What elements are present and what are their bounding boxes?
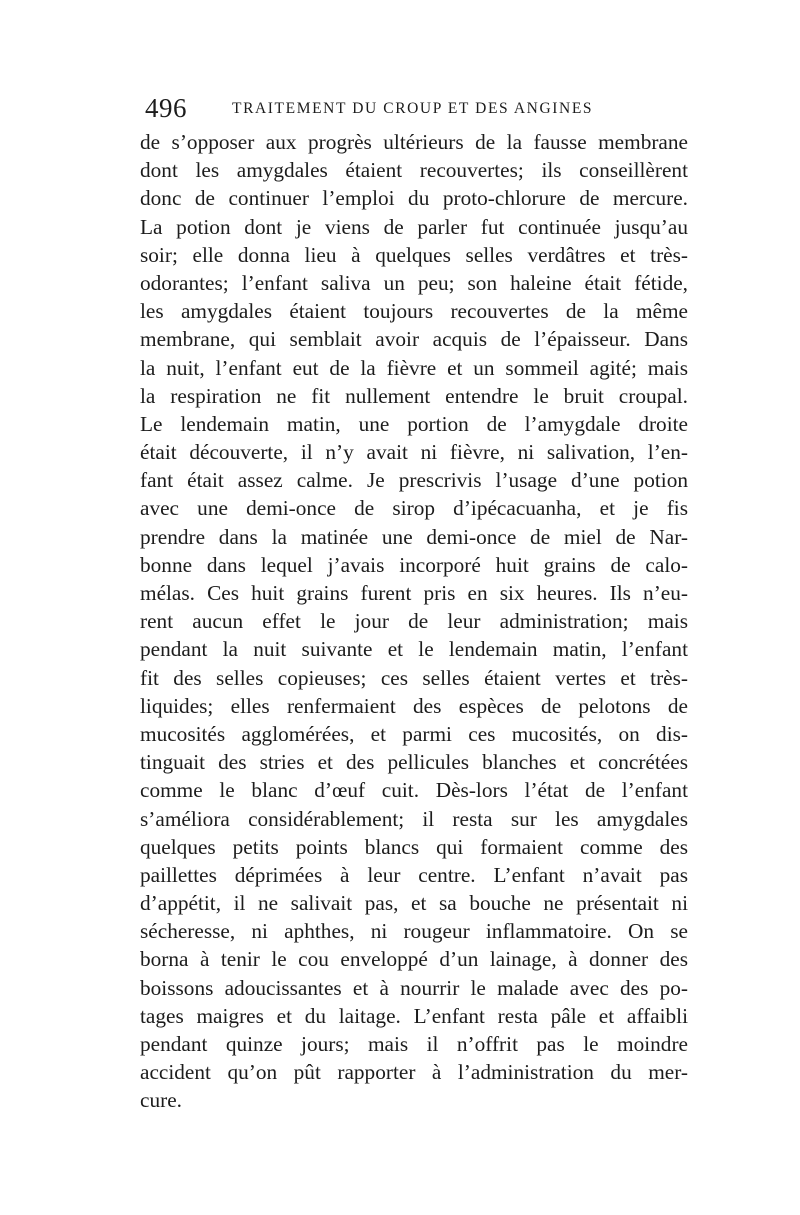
text-line: fant était assez calme. Je prescrivis l’usage d’une potion [140,468,688,493]
text-line: soir; elle donna lieu à quelques selles verdâtres et très- [140,242,688,267]
text-line: sécheresse, ni aphthes, ni rougeur inflammatoire. On se [140,919,688,944]
body-text [140,128,688,1115]
text-line: s’améliora considérablement; il resta sur les amygdales [140,806,688,831]
text-line: de s’opposer aux progrès ultérieurs de la fausse membrane [140,130,688,154]
text-line: boissons adoucissantes et à nourrir le malade avec des po- [140,975,688,1000]
text-line: la nuit, l’enfant eut de la fièvre et un sommeil agité; mais [140,355,688,380]
text-line: pendant quinze jours; mais il n’offrit pas le moindre [140,1032,688,1056]
text-line: prendre dans la matinée une demi-once de miel de Nar- [140,524,688,549]
running-title: TRAITEMENT DU CROUP ET DES ANGINES [232,100,594,117]
text-line: borna à tenir le cou enveloppé d’un lainage, à donner des [140,947,688,972]
text-line: comme le blanc d’œuf cuit. Dès-lors l’état de l’enfant [140,778,688,803]
text-line: avec une demi-once de sirop d’ipécacuanha, et je fis [140,496,688,521]
text-line: était découverte, il n’y avait ni fièvre, ni salivation, l’en- [140,440,688,465]
text-line: membrane, qui semblait avoir acquis de l’épaisseur. Dans [140,327,688,352]
text-line: les amygdales étaient toujours recouvertes de la même [140,299,688,324]
text-line: quelques petits points blancs qui formaient comme des [140,834,688,859]
text-line: accident qu’on pût rapporter à l’administration du mer- [140,1060,688,1085]
text-line: La potion dont je viens de parler fut continuée jusqu’au [140,214,688,239]
text-line: d’appétit, il ne salivait pas, et sa bouche ne présentait ni [140,891,688,916]
text-line: paillettes déprimées à leur centre. L’enfant n’avait pas [140,862,688,887]
text-line: fit des selles copieuses; ces selles étaient vertes et très- [140,665,688,690]
text-line: bonne dans lequel j’avais incorporé huit grains de calo- [140,552,688,577]
text-line: odorantes; l’enfant saliva un peu; son haleine était fétide, [140,270,688,295]
running-head [145,93,675,123]
text-line: tages maigres et du laitage. L’enfant resta pâle et affaibli [140,1003,688,1028]
text-line: Le lendemain matin, une portion de l’amygdale droite [140,411,688,436]
text-line: dont les amygdales étaient recouvertes; ils conseillèrent [140,158,688,183]
text-line-last: cure. [140,1088,182,1113]
page-number: 496 [145,93,187,123]
text-line: tinguait des stries et des pellicules blanches et concrétées [140,750,688,775]
text-line: rent aucun effet le jour de leur administration; mais [140,609,688,634]
text-line: liquides; elles renfermaient des espèces de pelotons de [140,693,688,718]
text-line: mucosités agglomérées, et parmi ces mucosités, on dis- [140,721,688,746]
text-line: pendant la nuit suivante et le lendemain matin, l’enfant [140,637,688,662]
text-line: mélas. Ces huit grains furent pris en six heures. Ils n’eu- [140,581,688,605]
text-line: la respiration ne fit nullement entendre le bruit croupal. [140,383,688,408]
text-line: donc de continuer l’emploi du proto-chlorure de mercure. [140,186,688,211]
